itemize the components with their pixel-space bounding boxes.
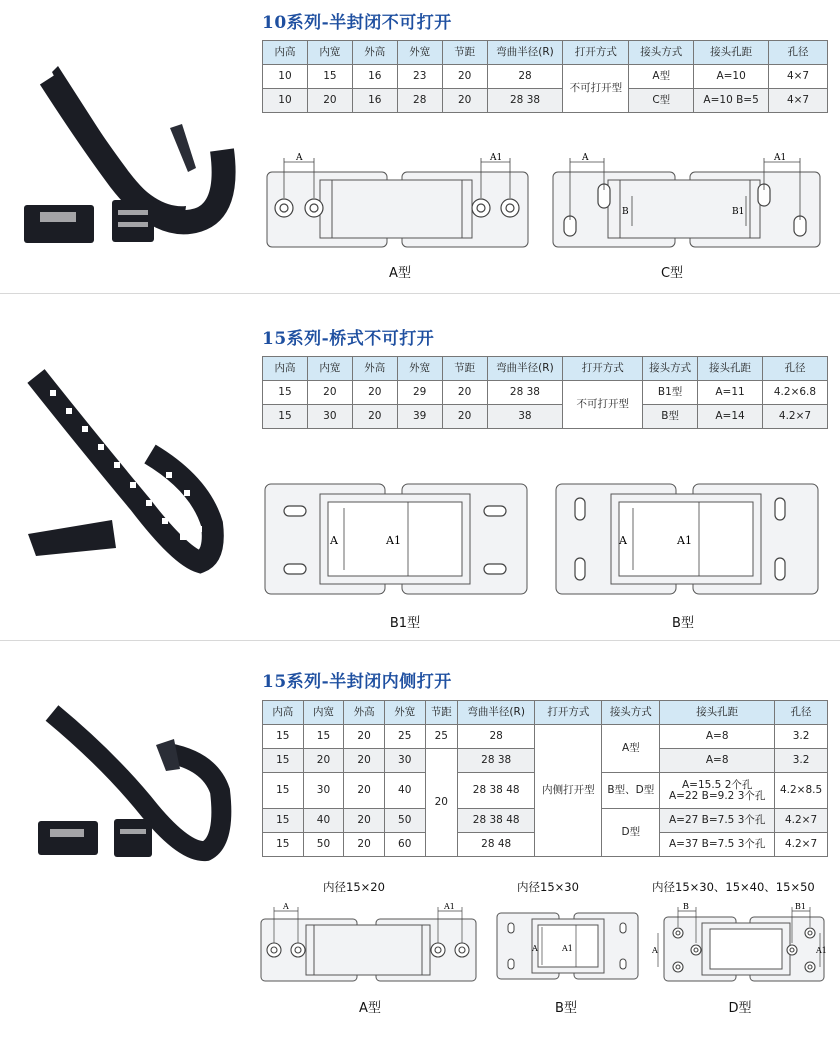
- col-hole-distance: 接头孔距: [694, 41, 769, 65]
- diagram-subcaption: 内径15×20: [323, 880, 385, 894]
- table-row: 15 15 20 25 25 28 内侧打开型 A型 A=8 3.2: [263, 725, 828, 749]
- diagram-type-c: [550, 150, 826, 255]
- diagram-type-a-inner: [258, 903, 480, 985]
- dim-label: A: [283, 903, 289, 911]
- col-hole-diameter: 孔径: [769, 41, 828, 65]
- section-series-15-inner: [0, 641, 840, 1059]
- table-header-row: 内高 内宽 外高 外宽 节距 弯曲半径(R) 打开方式 接头方式 接头孔距 孔径: [263, 357, 828, 381]
- table-row: 15 30 20 40 28 38 48 B型、D型 A=15.5 2个孔 A=22 B=9.2 3个孔 4.2×8.5: [263, 773, 828, 809]
- diagram-caption: A型: [389, 266, 411, 281]
- section-series-15-bridge: [0, 294, 840, 640]
- pitch-merged-cell: 20: [425, 749, 458, 857]
- diagram-caption: B型: [555, 1001, 577, 1016]
- open-mode-cell: 内侧打开型: [535, 725, 602, 857]
- diagram-caption: B型: [672, 616, 694, 631]
- dim-label: A1: [816, 946, 827, 955]
- open-mode-cell: 不可打开型: [563, 65, 629, 113]
- table-row: 15 30 20 39 20 38 B型 A=14 4.2×7: [263, 405, 828, 429]
- dim-label: B1: [795, 903, 806, 911]
- dim-label: A: [582, 153, 589, 163]
- section-series-10: [0, 0, 840, 292]
- dim-label: A1: [490, 153, 503, 163]
- series-title: 10系列-半封闭不可打开: [262, 13, 452, 33]
- diagram-subcaption: 内径15×30: [517, 880, 579, 894]
- dim-label: A1: [386, 534, 401, 547]
- series-title: 15系列-桥式不可打开: [262, 329, 435, 349]
- diagram-type-a: [262, 150, 534, 255]
- series-title: 15系列-半封闭内侧打开: [262, 672, 452, 692]
- spec-table: [262, 700, 828, 857]
- chain-photo-10: [0, 0, 255, 292]
- dim-label: A: [652, 946, 658, 955]
- table-row: 10 20 16 28 20 28 38 C型 A=10 B=5 4×7: [263, 89, 828, 113]
- diagram-caption: C型: [660, 266, 684, 281]
- diagram-type-b-inner: [494, 909, 642, 983]
- diagram-caption: A型: [359, 1001, 381, 1016]
- table-header-row: 内高 内宽 外高 外宽 节距 弯曲半径(R) 打开方式 接头方式 接头孔距 孔径: [263, 701, 828, 725]
- diagram-subcaption: 内径15×30、15×40、15×50: [652, 880, 815, 894]
- table-row: 15 20 20 30 20 28 38 A=8 3.2: [263, 749, 828, 773]
- col-pitch: 节距: [442, 41, 487, 65]
- diagram-type-d-inner: [650, 903, 828, 985]
- dim-label: B1: [732, 207, 745, 217]
- table-row: 15 50 20 60 28 48 A=37 B=7.5 3个孔 4.2×7: [263, 833, 828, 857]
- spec-table: [262, 40, 828, 113]
- dim-label: A1: [444, 903, 455, 911]
- col-outer-width: 外宽: [397, 41, 442, 65]
- table-row: 10 15 16 23 20 28 不可打开型 A型 A=10 4×7: [263, 65, 828, 89]
- dim-label: A1: [677, 534, 692, 547]
- table-row: 15 40 20 50 28 38 48 D型 A=27 B=7.5 3个孔 4.2×7: [263, 809, 828, 833]
- dim-label: A: [330, 534, 338, 547]
- dim-label: A: [296, 153, 303, 163]
- chain-photo-15-inner: [0, 641, 255, 901]
- diagram-caption: D型: [728, 1001, 752, 1016]
- spec-table: [262, 356, 828, 429]
- col-bend-radius: 弯曲半径(R): [487, 41, 563, 65]
- col-outer-height: 外高: [352, 41, 397, 65]
- diagram-type-b1: [262, 480, 532, 600]
- dim-label: A1: [774, 153, 787, 163]
- dim-label: A: [619, 534, 627, 547]
- col-inner-height: 内高: [263, 41, 308, 65]
- table-header-row: [263, 41, 828, 65]
- diagram-type-b: [553, 480, 823, 600]
- col-open-mode: 打开方式: [563, 41, 629, 65]
- col-joint-type: 接头方式: [629, 41, 694, 65]
- diagram-caption: B1型: [389, 616, 421, 631]
- table-row: 15 20 20 29 20 28 38 不可打开型 B1型 A=11 4.2×6.8: [263, 381, 828, 405]
- open-mode-cell: 不可打开型: [563, 381, 643, 429]
- chain-photo-15-bridge: [0, 294, 255, 640]
- dim-label: B: [683, 903, 689, 911]
- dim-label: A1: [562, 944, 573, 953]
- col-inner-width: 内宽: [307, 41, 352, 65]
- dim-label: B: [622, 207, 629, 217]
- dim-label: A: [532, 944, 538, 953]
